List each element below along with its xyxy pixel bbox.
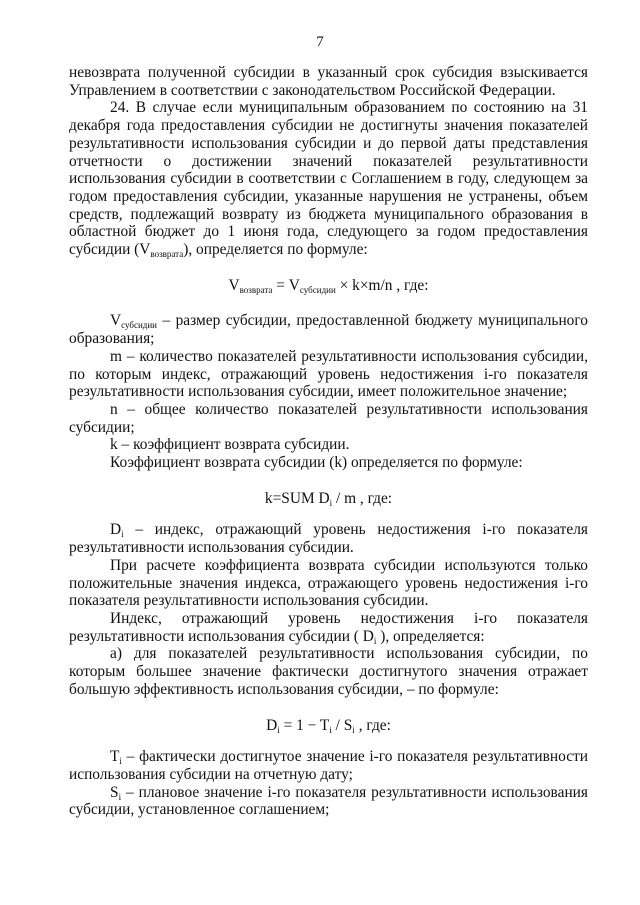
formula-di: $D_i = 1 - T_i / S_i$ , где:	[266, 716, 391, 735]
paragraph-24: 24. В случае если муниципальным образованием по состоянию на 31 декабря года предоставления субсидии не достигнуты значения показателей результативности использования субсидии и до первой даты представления отчетности о достижении значений показателей результативности использования субсидии в соответствии с Соглашением в году, следующем за годом предоставления субсидии, указанные нарушения не устранены, объем средств, подлежащий возврату из бюджета муниципального образования в областной бюджет до 1 июня года, следующего за годом предоставления субсидии $(V_{возврата})$, определяется по формуле:	[69, 99, 588, 260]
definition-ti: $T_i$ – фактически достигнутое значение i-го показателя результативности использования субсидии на отчетную дату;	[69, 748, 588, 783]
definition-v-subsidii: $V_{субсидии}$ – размер субсидии, предоставленной бюджету муниципального образования;	[69, 312, 588, 348]
body-text	[69, 64, 588, 819]
k-intro: Коэффициент возврата субсидии (k) определяется по формуле:	[110, 454, 523, 472]
paragraph-continuation: невозврата полученной субсидии в указанный срок субсидия взыскивается Управлением в соответствии с законодательством Российской Федерации.	[69, 64, 588, 99]
formula-return-volume: $V_{возврата} = V_{субсидии} \times k\times m/n$ , где:	[228, 276, 429, 295]
definition-di: $D_i$ – индекс, отражающий уровень недостижения i-го показателя результативности использования субсидии.	[69, 521, 588, 557]
definition-k: k – коэффициент возврата субсидии.	[110, 436, 350, 454]
item-a: а) для показателей результативности использования субсидии, по которым большее значение фактически достигнутого значения отражает большую эффективность использования субсидии, – по формуле:	[69, 645, 588, 698]
page-number: 7	[316, 34, 324, 50]
definition-si: $S_i$ – плановое значение i-го показателя результативности использования субсидии, установленное соглашением;	[69, 783, 588, 819]
definition-m: m – количество показателей результативности использования субсидии, по которым индекс, отражающий уровень недостижения i-го показателя результативности использования субсидии, имеет положительное значение;	[69, 347, 588, 401]
paragraph-positive-values: При расчете коэффициента возврата субсидии используются только положительные значения индекса, отражающего уровень недостижения i-го показателя результативности использования субсидии.	[69, 556, 588, 610]
definition-n: n – общее количество показателей результативности использования субсидии;	[69, 400, 588, 436]
formula-k: k=SUM $D_i$ / m , где:	[264, 489, 393, 508]
paragraph-index: Индекс, отражающий уровень недостижения i-го показателя результативности использования субсидии ( $D_i$ ), определяется:	[69, 609, 588, 646]
